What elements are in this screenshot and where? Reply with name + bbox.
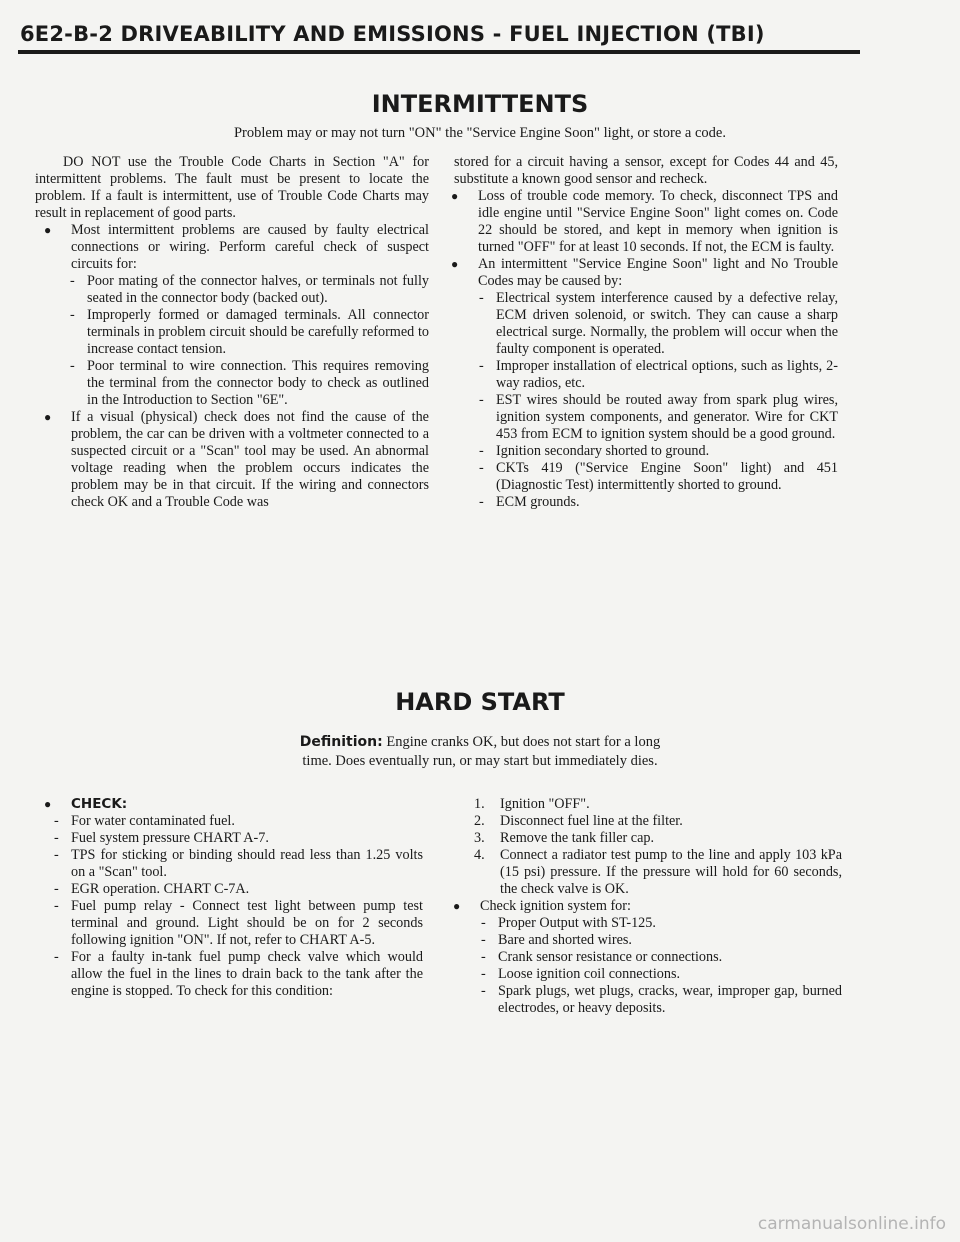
sub-item-text: CKTs 419 ("Service Engine Soon" light) and 451 (Diagnostic Test) intermittently shorted to ground. bbox=[496, 460, 838, 493]
dash-marker: - bbox=[54, 813, 59, 829]
dash-marker: - bbox=[481, 983, 486, 999]
step-number: 1. bbox=[474, 796, 485, 812]
dash-marker: - bbox=[54, 898, 59, 914]
sub-item-text: Improperly formed or damaged terminals. All connector terminals in problem circuit should be carefully reformed to increase contact tension. bbox=[87, 307, 429, 357]
sub-item-text: TPS for sticking or binding should read less than 1.25 volts on a "Scan" tool. bbox=[71, 847, 423, 880]
bullet-item bbox=[451, 188, 838, 256]
numbered-step bbox=[474, 813, 842, 830]
sub-item-text: Loose ignition coil connections. bbox=[498, 966, 681, 982]
sub-item bbox=[54, 898, 423, 949]
hard-start-definition bbox=[0, 733, 960, 771]
dash-marker: - bbox=[481, 915, 486, 931]
sub-item bbox=[70, 358, 429, 409]
bullet-text: Loss of trouble code memory. To check, disconnect TPS and idle engine until "Service Engine Soon" light comes on. Code 22 should be stored, and kept in memory when ignition is turned "OFF" for at least 10 seconds. If not, the ECM is faulty. bbox=[478, 188, 838, 255]
sub-item-text: Poor mating of the connector halves, or terminals not fully seated in the connector body (backed out). bbox=[87, 273, 429, 306]
dash-marker: - bbox=[479, 460, 484, 476]
bullet-marker: ● bbox=[453, 899, 461, 913]
numbered-step bbox=[474, 796, 842, 813]
step-number: 3. bbox=[474, 830, 485, 846]
sub-item-text: Electrical system interference caused by a defective relay, ECM driven solenoid, or switch. They can cause a sharp electrical surge. Normally, the problem will occur when the faulty component is operated. bbox=[496, 290, 838, 357]
sub-item bbox=[70, 307, 429, 358]
check-bullet bbox=[44, 796, 423, 813]
dash-marker: - bbox=[481, 932, 486, 948]
dash-marker: - bbox=[54, 949, 59, 965]
step-text: Remove the tank filler cap. bbox=[500, 830, 655, 846]
sub-item bbox=[481, 983, 842, 1017]
step-text: Disconnect fuel line at the filter. bbox=[500, 813, 683, 829]
sub-item-text: Fuel system pressure CHART A-7. bbox=[71, 830, 269, 846]
sub-item bbox=[481, 949, 842, 966]
bullet-marker: ● bbox=[451, 257, 459, 271]
sub-item bbox=[54, 949, 423, 1000]
sub-item-text: EGR operation. CHART C-7A. bbox=[71, 881, 250, 897]
sub-item-text: For a faulty in-tank fuel pump check valve which would allow the fuel in the lines to drain back to the tank after the engine is stopped. To check for this condition: bbox=[71, 949, 423, 999]
bullet-text: Most intermittent problems are caused by faulty electrical connections or wiring. Perform careful check of suspect circuits for: bbox=[71, 222, 429, 272]
step-number: 2. bbox=[474, 813, 485, 829]
sub-item-text: Proper Output with ST-125. bbox=[498, 915, 656, 931]
dash-marker: - bbox=[70, 273, 75, 289]
sub-item-text: Poor terminal to wire connection. This requires removing the terminal from the connector body to check as outlined in the Introduction to Section "6E". bbox=[87, 358, 429, 408]
numbered-step bbox=[474, 847, 842, 898]
bullet-marker: ● bbox=[44, 223, 52, 237]
sub-item bbox=[54, 830, 423, 847]
dash-marker: - bbox=[70, 307, 75, 323]
bullet-text: Check ignition system for: bbox=[480, 898, 631, 914]
dash-marker: - bbox=[54, 881, 59, 897]
bullet-marker: ● bbox=[451, 189, 459, 203]
sub-item bbox=[54, 813, 423, 830]
continued-text: stored for a circuit having a sensor, except for Codes 44 and 45, substitute a known good sensor and recheck. bbox=[454, 154, 838, 187]
dash-marker: - bbox=[479, 290, 484, 306]
definition-label: Definition: bbox=[299, 734, 383, 750]
sub-item bbox=[479, 358, 838, 392]
sub-item-text: ECM grounds. bbox=[496, 494, 580, 510]
dash-marker: - bbox=[481, 966, 486, 982]
dash-marker: - bbox=[54, 830, 59, 846]
sub-item bbox=[481, 915, 842, 932]
dash-marker: - bbox=[479, 358, 484, 374]
sub-item bbox=[479, 460, 838, 494]
section-title-hard-start: HARD START bbox=[395, 688, 565, 716]
dash-marker: - bbox=[54, 847, 59, 863]
sub-item bbox=[481, 966, 842, 983]
sub-item bbox=[70, 273, 429, 307]
intermittents-left-column bbox=[35, 154, 429, 511]
step-text: Ignition "OFF". bbox=[500, 796, 590, 812]
dash-marker: - bbox=[481, 949, 486, 965]
numbered-step bbox=[474, 830, 842, 847]
sub-item-text: Ignition secondary shorted to ground. bbox=[496, 443, 710, 459]
sub-item-text: Spark plugs, wet plugs, cracks, wear, improper gap, burned electrodes, or heavy deposits. bbox=[498, 983, 842, 1016]
sub-item bbox=[54, 881, 423, 898]
header-rule bbox=[18, 50, 860, 54]
definition-line2: time. Does eventually run, or may start but immediately dies. bbox=[302, 753, 658, 769]
sub-item-text: Crank sensor resistance or connections. bbox=[498, 949, 723, 965]
hard-start-right-column bbox=[453, 796, 842, 1017]
sub-item bbox=[479, 392, 838, 443]
page-header-title: 6E2-B-2 DRIVEABILITY AND EMISSIONS - FUEL INJECTION (TBI) bbox=[20, 22, 765, 46]
sub-item-text: Fuel pump relay - Connect test light between pump test terminal and ground. Light should be on for 2 seconds following ignition "ON". If not, refer to CHART A-5. bbox=[71, 898, 423, 948]
sub-item-text: EST wires should be routed away from spark plug wires, ignition system components, and generator. Wire for CKT 453 from ECM to ignition system should be a good ground. bbox=[496, 392, 838, 442]
sub-item bbox=[54, 847, 423, 881]
bullet-item bbox=[451, 256, 838, 290]
sub-item-text: Bare and shorted wires. bbox=[498, 932, 632, 948]
bullet-marker: ● bbox=[44, 797, 52, 811]
bullet-item bbox=[453, 898, 842, 915]
section-title-intermittents: INTERMITTENTS bbox=[371, 90, 589, 118]
sub-item-text: Improper installation of electrical options, such as lights, 2-way radios, etc. bbox=[496, 358, 838, 391]
bullet-item bbox=[44, 222, 429, 273]
sub-item-text: For water contaminated fuel. bbox=[71, 813, 235, 829]
sub-item bbox=[479, 290, 838, 358]
sub-item bbox=[479, 443, 838, 460]
dash-marker: - bbox=[70, 358, 75, 374]
step-number: 4. bbox=[474, 847, 485, 863]
check-label: CHECK: bbox=[71, 796, 128, 812]
watermark: carmanualsonline.info bbox=[757, 1214, 946, 1234]
dash-marker: - bbox=[479, 443, 484, 459]
sub-item bbox=[479, 494, 838, 511]
bullet-text: If a visual (physical) check does not find the cause of the problem, the car can be driven with a voltmeter connected to a suspected circuit or a "Scan" tool may be used. An abnormal voltage reading when the problem occurs indicates the problem may be in that circuit. If the wiring and connectors check OK and a Trouble Code was bbox=[71, 409, 429, 510]
definition-line1: Engine cranks OK, but does not start for a long bbox=[386, 734, 661, 750]
bullet-marker: ● bbox=[44, 410, 52, 424]
bullet-item bbox=[44, 409, 429, 511]
intermittents-intro: DO NOT use the Trouble Code Charts in Section "A" for intermittent problems. The fault must be present to locate the problem. If a fault is intermittent, use of Trouble Code Charts may result in replacement of good parts. bbox=[35, 154, 429, 221]
hard-start-left-column bbox=[35, 796, 423, 1000]
intermittents-lead: Problem may or may not turn "ON" the "Service Engine Soon" light, or store a code. bbox=[233, 125, 726, 141]
intermittents-right-column bbox=[451, 154, 838, 511]
sub-item bbox=[481, 932, 842, 949]
dash-marker: - bbox=[479, 494, 484, 510]
dash-marker: - bbox=[479, 392, 484, 408]
step-text: Connect a radiator test pump to the line and apply 103 kPa (15 psi) pressure. If the pressure will hold for 60 seconds, the check valve is OK. bbox=[500, 847, 842, 897]
bullet-text: An intermittent "Service Engine Soon" light and No Trouble Codes may be caused by: bbox=[478, 256, 838, 289]
